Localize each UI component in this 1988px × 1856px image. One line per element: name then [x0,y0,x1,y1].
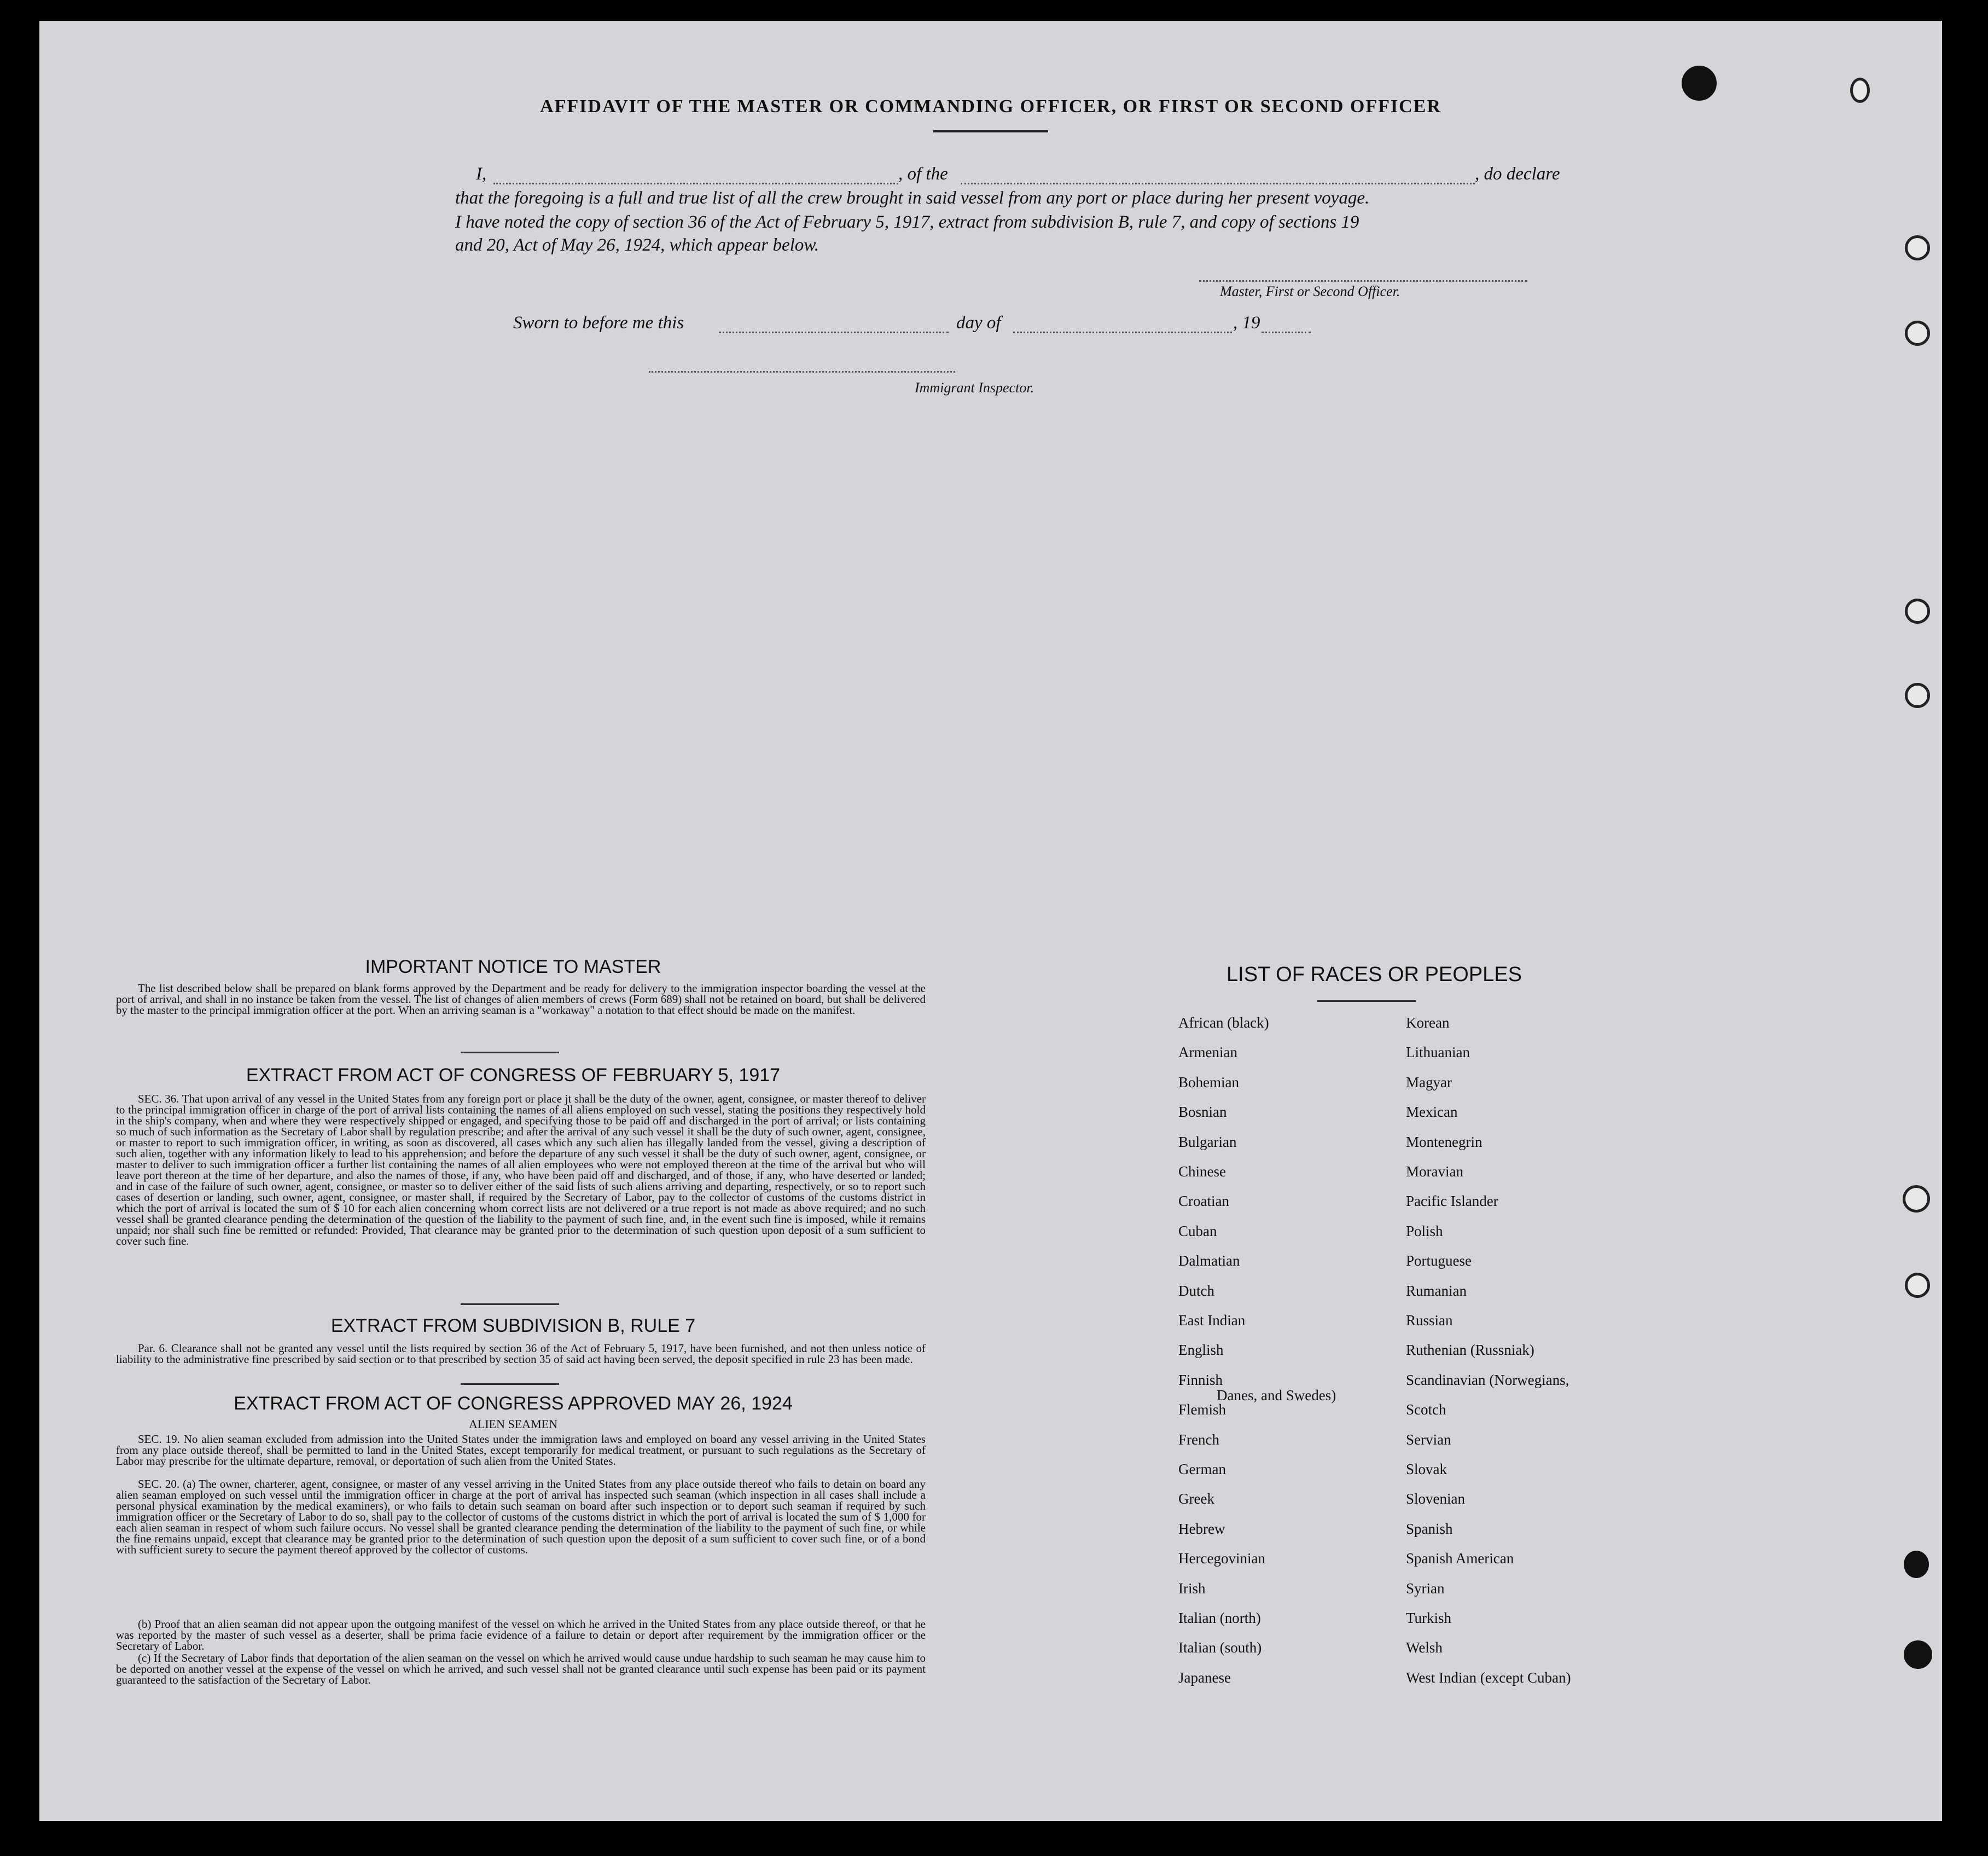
race-item: Russian [1406,1312,1453,1329]
sworn-day-field[interactable] [719,332,949,333]
bleed-through-texture [532,404,1790,1662]
sec-20b-text: (b) Proof that an alien seaman did not appear upon the outgoing manifest of the vessel on which he arrived in the United States from any place outside thereof, or that he was reported by the master of such vessel as a deserter, shall be prima facie evidence of a failure to detain or deport after requirement by the immigration officer or the Secretary of Labor. [116,1617,926,1652]
race-item: Flemish [1178,1401,1226,1418]
race-item: Japanese [1178,1669,1231,1686]
race-item: Irish [1178,1580,1206,1597]
section-divider [461,1052,559,1053]
race-item: Hebrew [1178,1520,1225,1537]
race-item: German [1178,1461,1226,1477]
sec-20a-text: SEC. 20. (a) The owner, charterer, agent, consignee, or master of any vessel arriving in the United States from any place outside thereof who fails to detain on board any alien seaman employed on such vessel until the immigration officer in charge at the port of arrival has inspected such seaman (which inspection in all cases shall include a personal physical examination by the medical examiners), or who fails to detain such seaman on board after such inspection or to deport such seaman if required by such immigration officer or the Secretary of Labor to do so, shall pay to the collector of customs of the customs district in which the port of arrival is located the sum of $ 1,000 for each alien seaman in respect of whom such failure occurs. No vessel shall be granted clearance pending the determination of the liability to the payment of such fine, or while the fine remains unpaid, except that clearance may be granted prior to the determination of such question upon the deposit of a sum sufficient to cover such fine, or of a bond with sufficient surety to secure the payment thereof approved by the collector of customs. [116,1477,926,1556]
punch-hole [1905,321,1930,346]
declarant-label: I, [476,164,487,184]
race-item: Cuban [1178,1222,1217,1239]
race-item: English [1178,1342,1224,1359]
race-item: Hercegovinian [1178,1550,1265,1567]
race-item: Servian [1406,1431,1451,1448]
race-item: West Indian (except Cuban) [1406,1669,1571,1686]
punch-hole [1904,1640,1932,1669]
race-item: Syrian [1406,1580,1445,1597]
race-item: French [1178,1431,1219,1448]
race-item: Welsh [1406,1639,1443,1656]
race-item: Spanish American [1406,1550,1514,1567]
title-rule [933,130,1048,132]
sec-19-text: SEC. 19. No alien seaman excluded from admission into the United States under the immigration laws and employed on board any vessel arriving in the United States from any place outside thereof, shall be permitted to land in the United States, except temporarily for medical treatment, or pursuant to such regulations as the Secretary of Labor may prescribe for the ultimate departure, removal, or deportation of such alien from the United States. [116,1432,926,1468]
punch-hole [1905,235,1930,260]
punch-hole [1905,599,1930,624]
race-item: Armenian [1178,1044,1237,1061]
punch-hole [1905,683,1930,708]
declare-text: , do declare [1475,164,1560,184]
inspector-signature-label: Immigrant Inspector. [915,380,1034,396]
race-item: East Indian [1178,1312,1246,1329]
race-item: Greek [1178,1490,1214,1507]
extract-1917-title: EXTRACT FROM ACT OF CONGRESS OF FEBRUARY 5, 1917 [246,1065,781,1086]
punch-hole [1682,66,1717,101]
vessel-label: , of the [898,164,948,184]
race-item: Rumanian [1406,1282,1467,1299]
race-item: Bohemian [1178,1074,1239,1091]
races-divider [1317,1000,1416,1002]
affidavit-title: AFFIDAVIT OF THE MASTER OR COMMANDING OFFICER, OR FIRST OR SECOND OFFICER [540,96,1441,117]
race-item: Chinese [1178,1163,1226,1180]
race-item: Turkish [1406,1610,1452,1626]
declarant-name-field[interactable] [493,183,898,184]
race-item: Moravian [1406,1163,1463,1180]
race-item: Bosnian [1178,1104,1227,1121]
inspector-signature-field[interactable] [649,371,955,373]
race-item: Korean [1406,1014,1450,1031]
section-divider [461,1383,559,1385]
sworn-month-field[interactable] [1013,332,1232,333]
race-item: Magyar [1406,1074,1452,1091]
race-item: Finnish [1178,1371,1223,1388]
affidavit-line-2: that the foregoing is a full and true list of all the crew brought in said vessel from any port or place during her present voyage. [455,188,1370,208]
race-item: Danes, and Swedes) [1217,1387,1336,1403]
race-item: Mexican [1406,1104,1458,1121]
race-item: Pacific Islander [1406,1193,1498,1210]
race-item: Scandinavian (Norwegians, [1406,1371,1570,1388]
rule-7-text: Par. 6. Clearance shall not be granted any vessel until the lists required by section 36 of the Act of February 5, 1917, have been furnished, and not then unless notice of liability to the administrative fine prescribed by said section or to that prescribed by section 35 of said act having been served, the deposit specified in rule 23 has been made. [116,1342,926,1366]
race-item: Ruthenian (Russniak) [1406,1342,1534,1359]
sworn-year-label: , 19 [1233,313,1260,333]
race-item: Bulgarian [1178,1133,1237,1150]
section-divider [461,1303,559,1305]
race-item: Polish [1406,1222,1443,1239]
punch-hole [1904,1551,1929,1578]
affidavit-line-4: and 20, Act of May 26, 1924, which appear below. [455,235,819,255]
race-item: Dutch [1178,1282,1214,1299]
race-item: Slovenian [1406,1490,1465,1507]
race-item: African (black) [1178,1014,1269,1031]
punch-hole [1905,1273,1930,1298]
race-item: Croatian [1178,1193,1229,1210]
punch-hole [1903,1185,1930,1213]
document-page [39,21,1942,1821]
extract-1924-title: EXTRACT FROM ACT OF CONGRESS APPROVED MAY 26, 1924 [234,1393,793,1414]
notice-title: IMPORTANT NOTICE TO MASTER [365,956,661,977]
race-item: Italian (south) [1178,1639,1262,1656]
master-signature-field[interactable] [1199,280,1527,282]
race-item: Lithuanian [1406,1044,1470,1061]
rule-7-title: EXTRACT FROM SUBDIVISION B, RULE 7 [330,1315,696,1336]
master-signature-label: Master, First or Second Officer. [1220,283,1400,299]
race-item: Montenegrin [1406,1133,1483,1150]
affidavit-line-3: I have noted the copy of section 36 of the Act of February 5, 1917, extract from subdivision B, rule 7, and copy of sections 19 [455,212,1359,232]
race-item: Scotch [1406,1401,1446,1418]
race-item: Portuguese [1406,1252,1472,1269]
race-item: Slovak [1406,1461,1448,1477]
extract-1917-text: SEC. 36. That upon arrival of any vessel in the United States from any foreign port or place jt shall be the duty of the owner, agent, consignee, or master thereof to deliver to the principal immigration officer in charge of the port of arrival lists containing the names of all aliens employed on such vessel, stating the positions they respectively hold in the ship's company, when and where they were respectively shipped or engaged, and specifying those to be paid off and discharged in the port of arrival; or lists containing so much of such information as the Secretary of Labor shall by regulation prescribe; and after the arrival of any such vessel it shall be the duty of such owner, agent, consignee, or master to report to such immigration officer, in writing, as soon as discovered, all cases which any such alien has illegally landed from the vessel, giving a description of such alien, together with any information likely to lead to his apprehension; and before the departure of any such vessel it shall be the duty of such owner, agent, consignee, or master to deliver to such immigration officer a further list containing the names of all alien employees who were not employed thereon at the time of the arrival but who will leave port thereon at the time of her departure, and also the names of those, if any, who have been paid off and discharged, and of those, if any, who have deserted or landed; and in case of the failure of such owner, agent, consignee, or master so to deliver either of the said lists of such aliens arriving and departing, respectively, or so to report such cases of desertion or landing, such owner, agent, consignee, or master shall, if required by the Secretary of Labor, pay to the collector of customs of the customs district in which the port of arrival is located the sum of $ 10 for each alien concerning whom correct lists are not delivered or a true report is not made as above required; and no such vessel shall be granted clearance pending the determination of the question of the liability to the payment of such fine, and, in the event such fine is imposed, while it remains unpaid; nor shall such fine be remitted or refunded: Provided, That clearance may be granted prior to the determination of such question upon deposit of a sum sufficient to cover such fine. [116,1092,926,1248]
sec-20c-text: (c) If the Secretary of Labor finds that deportation of the alien seaman on the vessel on which he arrived would cause undue hardship to such seaman he may cause him to be deported on another vessel at the expense of the vessel on which he arrived, and such vessel shall not be granted clearance until such expense has been paid or its payment guaranteed to the satisfaction of the Secretary of Labor. [116,1651,926,1686]
race-item: Italian (north) [1178,1610,1261,1626]
alien-seamen-subtitle: ALIEN SEAMEN [469,1417,557,1431]
races-title: LIST OF RACES OR PEOPLES [1226,963,1522,986]
sworn-year-field[interactable] [1262,332,1311,333]
sworn-label: Sworn to before me this [513,313,684,333]
vessel-name-field[interactable] [961,183,1475,184]
race-item: Spanish [1406,1520,1453,1537]
race-item: Dalmatian [1178,1252,1240,1269]
sworn-day-of-label: day of [956,313,1001,333]
notice-text: The list described below shall be prepared on blank forms approved by the Department and be ready for delivery to the immigration inspector boarding the vessel at the port of arrival, and shall in no instance be taken from the vessel. The list of changes of alien members of crews (Form 689) shall not be retained on board, but shall be delivered by the master to the principal immigration officer at the port. When an arriving seaman is a "workaway" a notation to that effect should be made on the manifest. [116,982,926,1017]
